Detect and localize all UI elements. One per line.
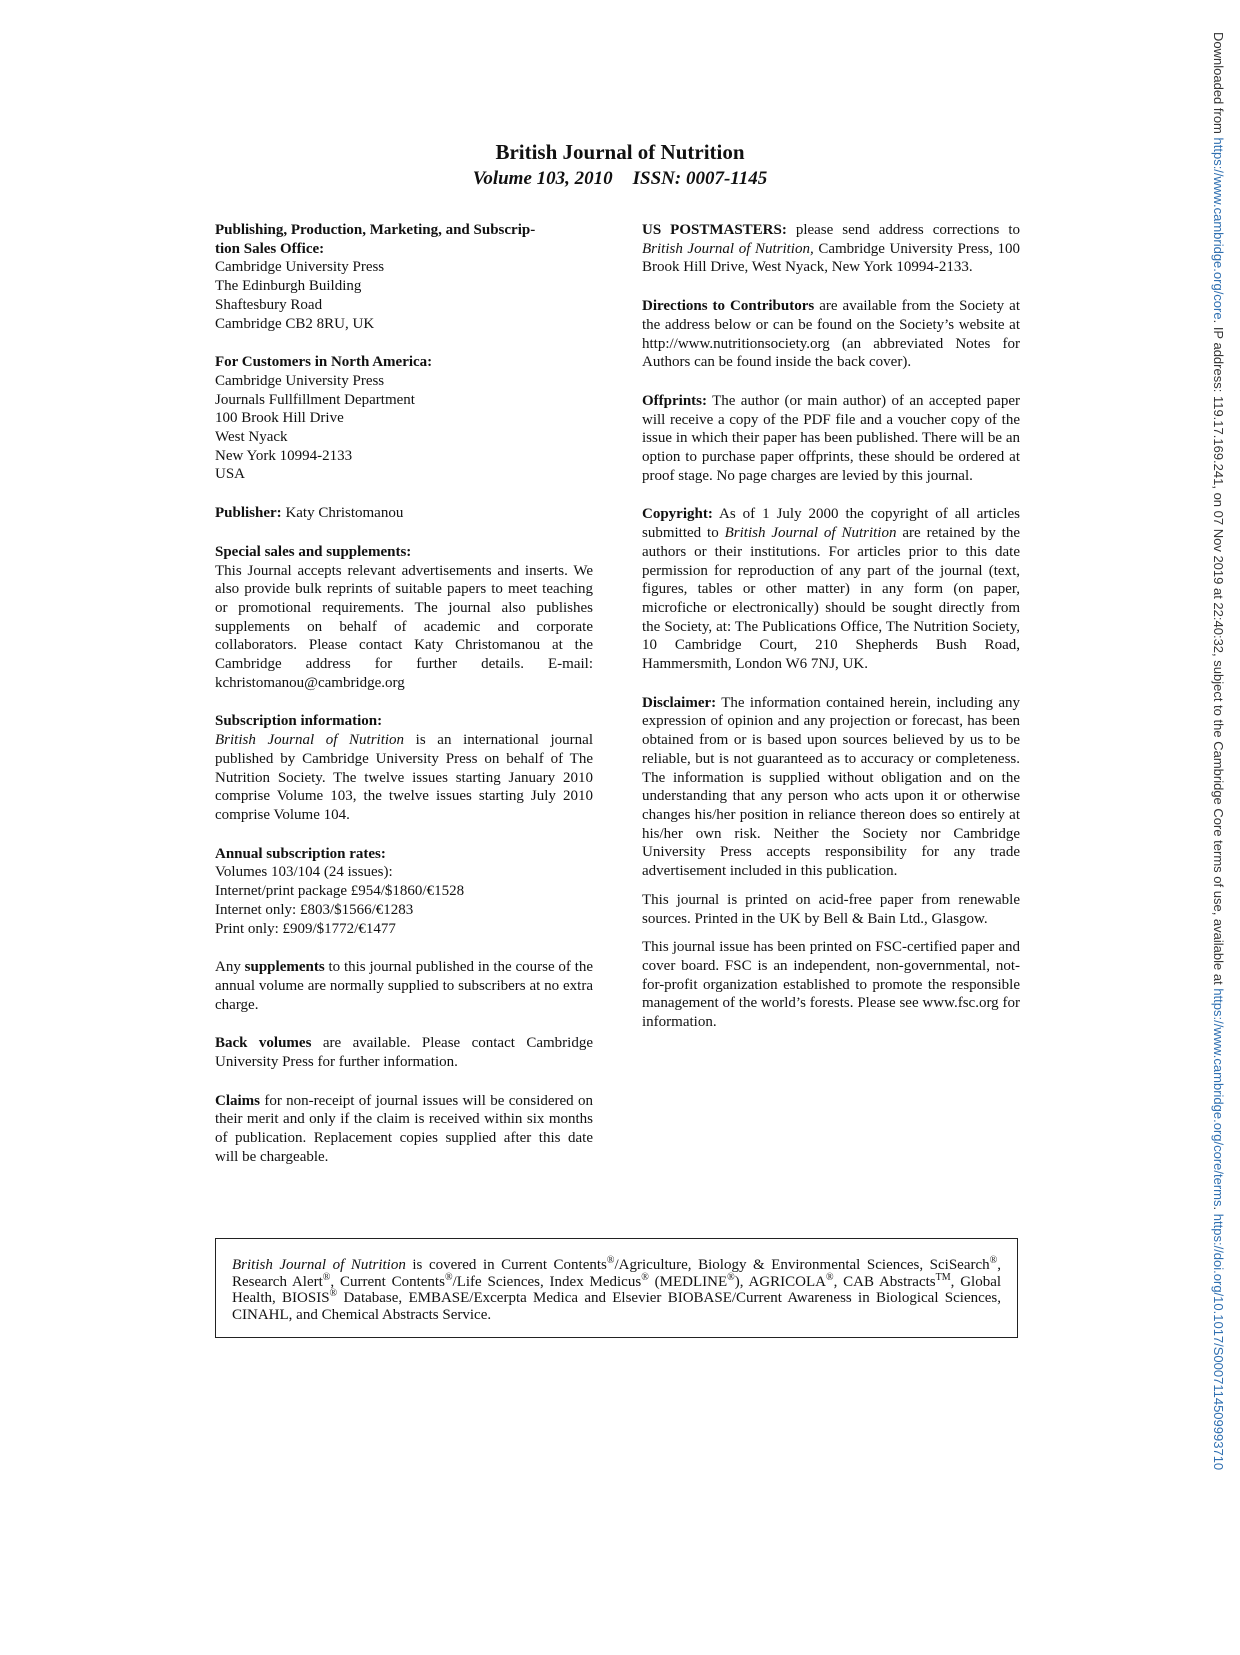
trademark-mark: TM [935,1271,951,1283]
coverage-text: , Current Contents [330,1273,445,1290]
north-america-line: Cambridge University Press [215,372,385,389]
core-link[interactable]: https://www.cambridge.org/core [1211,137,1226,320]
north-america-line: New York 10994-2133 [215,447,353,464]
disclaimer-bold: Disclaimer: [642,694,717,711]
subscription-journal: British Journal of Nutrition [215,732,405,749]
download-notice [1208,32,1228,1602]
rates-block [215,845,593,939]
office-line: The Edinburgh Building [215,278,362,295]
registered-mark: ® [641,1271,649,1283]
postmasters-post: Cambridge University Press, 100 Brook Hill Drive, West Nyack, New York 10994-2133. [642,240,1020,276]
claims-text: for non-receipt of journal issues will be considered on their merit and only if the claim is received within six months of publication. Replacement copies supplied after this date will be chargeable. [215,1092,594,1165]
publisher-block [215,504,593,523]
claims-bold: Claims [215,1092,260,1109]
coverage-text: /Life Sciences, Index Medicus [452,1273,642,1290]
copyright-block [642,505,1020,673]
rates-line: Internet/print package £954/$1860/€1528 [215,883,465,900]
office-line: Cambridge CB2 8RU, UK [215,315,375,332]
back-volumes-block [215,1034,593,1071]
journal-header [0,138,1240,192]
offprints-text: The author (or main author) of an accepted paper will receive a copy of the PDF file and a voucher copy of the issue in which their paper has been published. There will be an option to purchase paper offprints, these should be ordered at proof stage. No page charges are levied by this journal. [642,392,1020,484]
office-block [215,221,593,333]
coverage-text: is covered in Current Contents [412,1257,607,1273]
disclaimer-block [642,694,1020,881]
coverage-box [215,1238,1018,1338]
coverage-text: , Research Alert [232,1257,1002,1290]
north-america-heading: For Customers in North America: [215,354,433,371]
directions-bold: Directions to Contributors [642,298,815,315]
doi-link[interactable]: https://doi.org/10.1017/S0007114509993710 [1211,1213,1226,1471]
copyright-bold: Copyright: [642,506,713,523]
coverage-text: , CAB Abstracts [833,1273,936,1290]
registered-mark: ® [727,1271,735,1283]
disclaimer-text: The information contained herein, including any expression of opinion and any projection or forecast, has been obtained from or is based upon sources believed by us to be reliable, but is not guaranteed as to accuracy or completeness. The information is supplied without obligation and on the understanding that any person who acts upon it or otherwise changes his/her position in reliance thereon does so entirely at his/her own risk. Neither the Society nor Cambridge University Press accepts responsibility for any trade advertisement included in this publication. [642,694,1020,880]
rates-line: Volumes 103/104 (24 issues): [215,864,393,881]
download-middle: . IP address: 119.17.169.241, on 07 Nov 2019 at 22:40:32, subject to the Cambridge Core terms of use, available at [1211,319,1226,985]
left-column [215,221,593,1187]
registered-mark: ® [606,1255,615,1266]
copyright-post: are retained by the authors or their institutions. For articles prior to this date permission for reproduction of any part of the journal (text, figures, tables or other matter) in any form (on paper, microfiche or electronically) should be sought directly from the Society, at: The Publications Office, The Nutrition Society, 10 Cambridge Court, 210 Shepherds Bush Road, Hammersmith, London W6 7NJ, UK. [642,525,1020,673]
rates-line: Internet only: £803/$1566/€1283 [215,901,414,918]
postmasters-block [642,221,1020,277]
supplements-block [215,958,593,1014]
coverage-text: Database, EMBASE/Excerpta Medica and Elsevier BIOBASE/Current Awareness in Biological Sciences, CINAHL, and Chemical Abstracts Service. [232,1290,1002,1323]
directions-text: are available from the Society at the address below or can be found on the Society’s website at http://www.nutritionsociety.org (an abbreviated Notes for Authors can be found inside the back cover). [642,298,1020,371]
coverage-journal: British Journal of Nutrition [232,1257,406,1273]
supplements-bold: supplements [244,959,325,976]
offprints-block [642,392,1020,486]
special-sales-heading: Special sales and supplements: [215,543,412,560]
special-sales-text: This Journal accepts relevant advertisements and inserts. We also provide bulk reprints of suitable papers to meet teaching or promotional requirements. The journal also publishes supplements on behalf of academic and corporate collaborators. Please contact Katy Christomanou at the Cambridge address for further details. E-mail: kchristomanou@cambridge.org [215,562,593,691]
directions-block [642,297,1020,372]
rates-heading: Annual subscription rates: [215,845,386,862]
download-prefix: Downloaded from [1211,32,1226,134]
journal-volume-issn [0,166,1240,192]
subscription-block [215,712,593,824]
publisher-name: Katy Christomanou [285,505,404,522]
rates-line: Print only: £909/$1772/€1477 [215,920,396,937]
registered-mark: ® [322,1271,331,1283]
north-america-line: USA [215,466,246,483]
fsc-block: This journal issue has been printed on FSC-certified paper and cover board. FSC is an independent, non-governmental, not-for-profit organization established to promote the responsible management of the world’s forests. Please see www.fsc.org for information. [642,939,1020,1031]
coverage-text: , Global Health, BIOSIS [232,1273,1002,1307]
claims-block [215,1092,593,1167]
coverage-text: (MEDLINE [654,1273,728,1290]
north-america-line: 100 Brook Hill Drive [215,410,344,427]
registered-mark: ® [989,1255,998,1266]
back-volumes-text: are available. Please contact Cambridge University Press for further information. [215,1035,593,1071]
copyright-journal: British Journal of Nutrition [724,525,897,542]
office-heading-1: Publishing, Production, Marketing, and Subscrip- [215,222,536,238]
publisher-label: Publisher: [215,505,282,522]
supplements-text: to this journal published in the course of the annual volume are normally supplied to subscribers at no extra charge. [215,959,594,1013]
north-america-line: West Nyack [215,429,288,446]
issn-label: ISSN: 0007-1145 [632,168,768,189]
terms-link[interactable]: https://www.cambridge.org/core/terms [1211,988,1226,1207]
registered-mark: ® [329,1288,338,1300]
special-sales-block [215,543,593,693]
registered-mark: ® [825,1271,834,1283]
postmasters-pre: please send address corrections to [795,222,1020,238]
journal-title: British Journal of Nutrition [495,140,745,164]
subscription-heading: Subscription information: [215,713,383,730]
right-column [642,221,1020,1052]
copyright-pre: As of 1 July 2000 the copyright of all articles submitted to [642,506,1020,542]
postmasters-bold: US POSTMASTERS: [642,222,787,238]
office-line: Cambridge University Press [215,259,385,276]
subscription-text: is an international journal published by Cambridge University Press on behalf of The Nutrition Society. The twelve issues starting January 2010 comprise Volume 103, the twelve issues starting July 2010 comprise Volume 104. [215,732,593,823]
subscription-paragraph [215,731,593,825]
download-separator: . [1211,1206,1226,1211]
volume-label: Volume 103, 2010 [472,168,613,189]
office-heading-2: tion Sales Office: [215,240,325,257]
coverage-text: /Agriculture, Biology & Environmental Sciences, SciSearch [614,1257,990,1273]
postmasters-journal: British Journal of Nutrition, [642,240,814,257]
back-volumes-bold: Back volumes [215,1035,312,1052]
offprints-bold: Offprints: [642,392,707,409]
north-america-block [215,353,593,484]
registered-mark: ® [444,1271,453,1283]
acid-free-block: This journal is printed on acid-free paper from renewable sources. Printed in the UK by Bell & Bain Ltd., Glasgow. [642,891,1020,927]
office-line: Shaftesbury Road [215,296,323,313]
supplements-pre: Any [215,959,241,976]
coverage-text: ), AGRICOLA [734,1273,826,1290]
north-america-line: Journals Fullfillment Department [215,391,415,408]
